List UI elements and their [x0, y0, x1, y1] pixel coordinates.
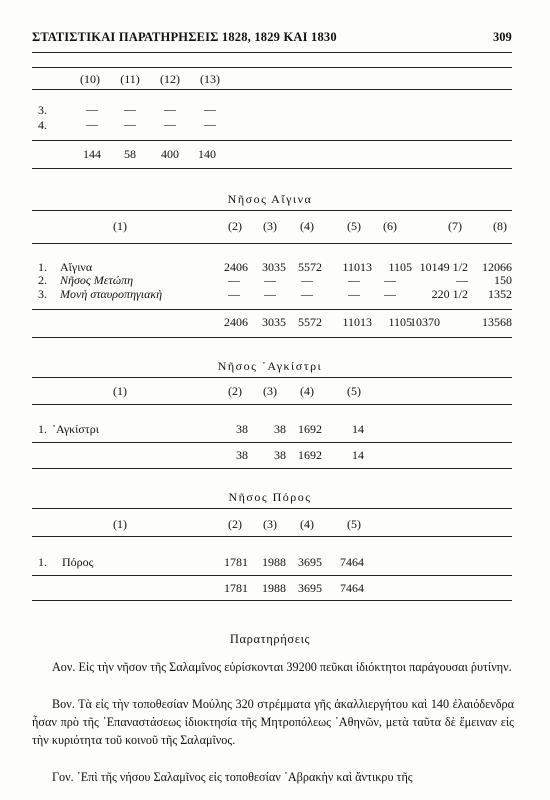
header-rule: [32, 52, 512, 53]
table-cell: —: [264, 273, 276, 287]
total-cell: 5572: [298, 315, 322, 329]
table-rule: [32, 140, 512, 141]
total-cell: 38: [236, 448, 248, 462]
table-rule: [32, 442, 512, 443]
table-rule: [32, 210, 512, 211]
row-number: 1.: [38, 260, 47, 274]
table-cell: —: [301, 287, 313, 301]
table-rule: [32, 89, 512, 90]
table-rule: [32, 575, 512, 576]
total-cell: 1781: [224, 581, 248, 595]
table-rule: [32, 377, 512, 378]
column-header: (13): [200, 72, 220, 86]
column-header: (1): [113, 384, 127, 398]
table-cell: 7464: [340, 555, 364, 569]
total-cell: 1692: [298, 448, 322, 462]
table-cell: 2406: [224, 260, 248, 274]
total-cell: 1988: [262, 581, 286, 595]
table-cell: —: [301, 273, 313, 287]
table-rule: [32, 337, 512, 338]
table-cell: —: [204, 117, 216, 131]
total-cell: 3035: [262, 315, 286, 329]
column-header: (5): [347, 517, 361, 531]
column-header: (8): [493, 219, 507, 233]
total-cell: 10370: [410, 315, 440, 329]
table-cell: —: [384, 287, 396, 301]
column-header: (3): [263, 517, 277, 531]
column-header: (3): [263, 384, 277, 398]
column-header: (5): [347, 219, 361, 233]
table-rule: [32, 243, 512, 244]
table-cell: 220 1/2: [431, 287, 468, 301]
table-rule: [32, 536, 512, 537]
remarks-title: Παρατηρήσεις: [229, 632, 311, 646]
section-title: Νῆσος Αἴγινα: [227, 192, 313, 206]
table-cell: 1692: [298, 422, 322, 436]
column-header: (2): [228, 384, 242, 398]
table-cell: —: [164, 102, 176, 116]
table-cell: —: [264, 287, 276, 301]
paragraph: Γον. ᾿Επὶ τῆς νήσου Σαλαμῖνος εἰς τοποθεσίαν ᾿Αβρακὴν καὶ ἄντικρυ τῆς: [52, 770, 413, 784]
table-rule: [32, 168, 512, 169]
row-number: 2.: [38, 273, 47, 287]
table-cell: 11013: [342, 260, 372, 274]
table-cell: 1988: [262, 555, 286, 569]
paragraph: Βον. Τὰ εἰς τὴν τοποθεσίαν Μούλης 320 στρέμματα γῆς ἀκαλλιεργήτου καὶ 140 ἐλαιόδενδρα ἦσαν πρὸ τῆς ᾿Επαναστάσεως ἰδιοκτησία τῆς Μητροπόλεως ᾿Αθηνῶν, μετὰ ταῦτα δὲ ἔμειναν εἰς τὴν κυριότητα τοῦ κοινοῦ τῆς Σαλαμῖνος.: [32, 697, 514, 747]
paragraph: Αον. Εἰς τὴν νῆσον τῆς Σαλαμῖνος εὑρίσκονται 39200 πεῦκαι ἰδιόκτητοι παράγουσαι ῥυτίνην.: [52, 660, 512, 674]
column-header: (7): [448, 219, 462, 233]
table-rule: [32, 600, 512, 601]
column-header: (2): [228, 219, 242, 233]
column-header: (6): [383, 219, 397, 233]
table-cell: 3695: [298, 555, 322, 569]
total-cell: 14: [352, 448, 364, 462]
row-number: 4.: [38, 118, 47, 132]
table-cell: —: [86, 102, 98, 116]
column-header: (3): [263, 219, 277, 233]
column-header: (11): [120, 72, 140, 86]
column-header: (4): [300, 219, 314, 233]
column-header: (1): [113, 517, 127, 531]
row-name: Μονὴ σταυροπηγιακὴ: [60, 287, 163, 301]
section-title: Νῆσος Πόρος: [228, 490, 312, 504]
table-cell: —: [204, 102, 216, 116]
table-cell: 150: [494, 273, 512, 287]
table-cell: —: [348, 273, 360, 287]
column-header: (5): [347, 384, 361, 398]
table-cell: —: [164, 117, 176, 131]
row-number: 1.: [38, 422, 47, 436]
total-cell: 11013: [342, 315, 372, 329]
column-header: (2): [228, 517, 242, 531]
row-name: Αἴγινα: [60, 260, 93, 274]
column-header: (4): [300, 517, 314, 531]
table-cell: 14: [352, 422, 364, 436]
table-cell: —: [384, 273, 396, 287]
total-cell: 38: [274, 448, 286, 462]
table-cell: 38: [274, 422, 286, 436]
total-cell: 1105: [388, 315, 412, 329]
table-rule: [32, 404, 512, 405]
row-name: Νῆσος Μετώπη: [60, 273, 134, 287]
row-name: ᾿Αγκίστρι: [52, 422, 99, 436]
table-cell: 1105: [388, 260, 412, 274]
total-cell: 144: [83, 147, 101, 161]
table-rule: [32, 309, 512, 310]
column-header: (4): [300, 384, 314, 398]
table-rule: [32, 508, 512, 509]
table-cell: —: [456, 273, 468, 287]
row-number: 3.: [38, 287, 47, 301]
table-rule: [32, 468, 512, 469]
table-cell: 3035: [262, 260, 286, 274]
row-number: 1.: [38, 555, 47, 569]
row-name: Πόρος: [62, 555, 94, 569]
table-rule: [32, 67, 512, 68]
total-cell: 13568: [482, 315, 512, 329]
table-cell: —: [124, 117, 136, 131]
running-header: ΣΤΑΤΙΣΤΙΚΑΙ ΠΑΡΑΤΗΡΗΣΕΙΣ 1828, 1829 ΚΑΙ 1830: [32, 30, 337, 44]
table-cell: —: [86, 117, 98, 131]
column-header: (1): [113, 219, 127, 233]
table-cell: —: [124, 102, 136, 116]
page-number: 309: [493, 30, 512, 44]
table-cell: 1352: [488, 287, 512, 301]
column-header: (10): [80, 72, 100, 86]
total-cell: 3695: [298, 581, 322, 595]
table-cell: 10149 1/2: [419, 260, 468, 274]
total-cell: 400: [161, 147, 179, 161]
table-cell: 12066: [482, 260, 512, 274]
total-cell: 7464: [340, 581, 364, 595]
table-cell: —: [228, 273, 240, 287]
table-cell: 1781: [224, 555, 248, 569]
row-number: 3.: [38, 103, 47, 117]
table-cell: 5572: [298, 260, 322, 274]
section-title: Νῆσος ᾿Αγκίστρι: [217, 359, 323, 373]
table-cell: —: [348, 287, 360, 301]
total-cell: 140: [198, 147, 216, 161]
total-cell: 58: [124, 147, 136, 161]
table-cell: —: [228, 287, 240, 301]
column-header: (12): [160, 72, 180, 86]
total-cell: 2406: [224, 315, 248, 329]
table-cell: 38: [236, 422, 248, 436]
